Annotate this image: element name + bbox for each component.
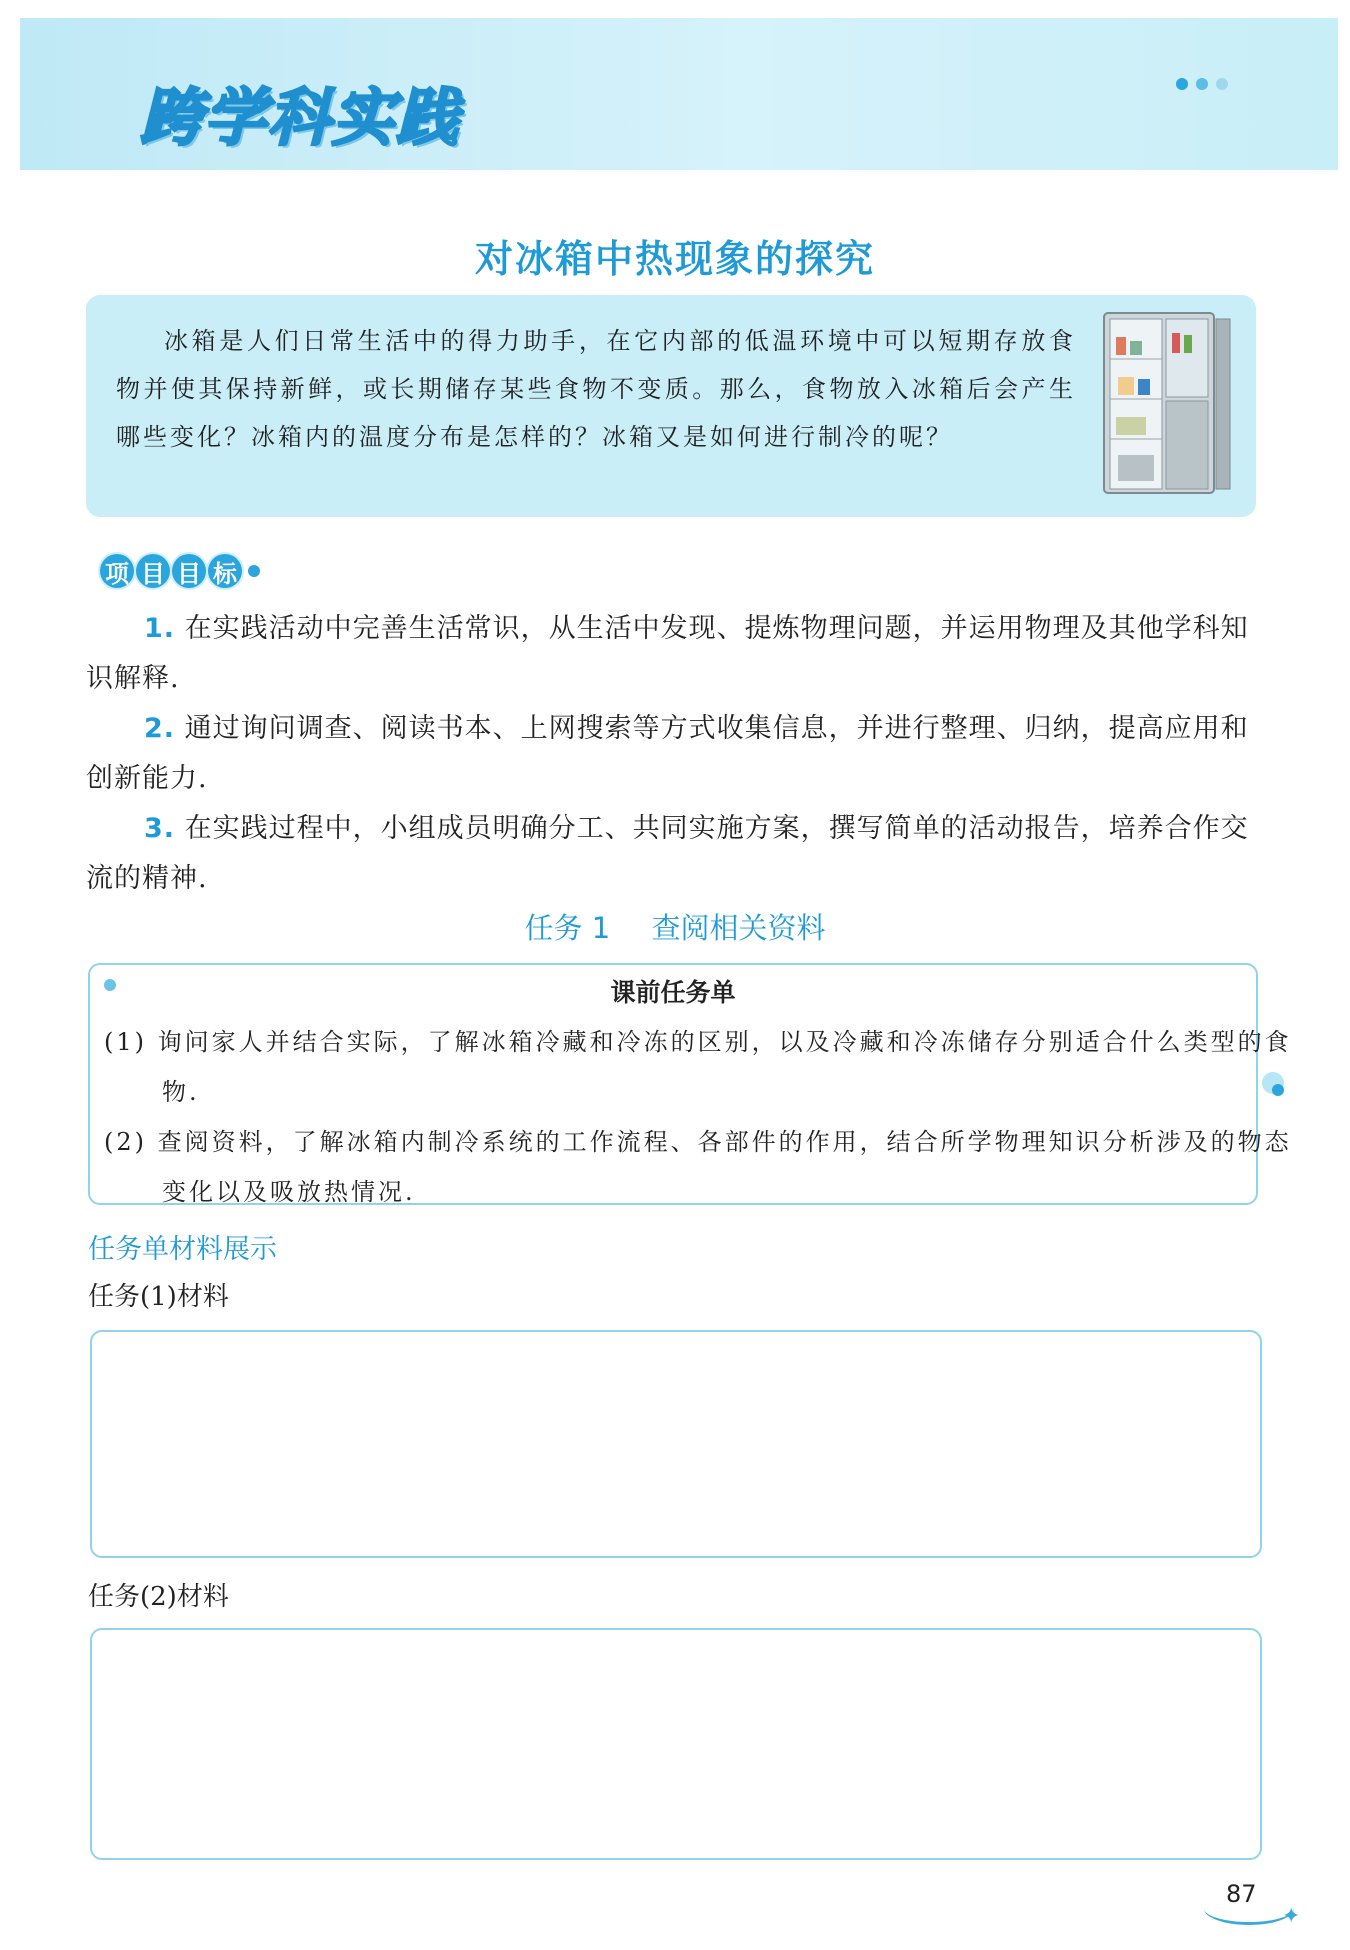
goal-item (86, 704, 1272, 804)
badge-char-3: 目 (172, 554, 206, 588)
badge-char-4: 标 (208, 554, 242, 588)
goal-item (86, 604, 1272, 704)
preclass-task-title: 课前任务单 (610, 978, 736, 1007)
page-title: 对冰箱中热现象的探究 (474, 236, 875, 281)
goal-text: 通过询问调查、阅读书本、上网搜索等方式收集信息，并进行整理、归纳，提高应用和创新能力. (86, 713, 1249, 794)
banner-title: 跨学科实践 (140, 81, 461, 154)
project-goals-badge (92, 550, 268, 592)
refrigerator-icon (1096, 309, 1236, 499)
intro-text: 冰箱是人们日常生活中的得力助手，在它内部的低温环境中可以短期存放食物并使其保持新鲜，或长期储存某些食物不变质。那么，食物放入冰箱后会产生哪些变化？冰箱内的温度分布是怎样的？冰箱又是如何进行制冷的呢？ (116, 327, 1076, 451)
banner-dot-2 (1196, 78, 1208, 90)
material-1-label: 任务(1)材料 (88, 1282, 229, 1312)
goal-item (86, 804, 1272, 904)
page-number: 87 (1226, 1880, 1257, 1908)
task1-title: 查阅相关资料 (651, 911, 826, 945)
goal-text: 在实践过程中，小组成员明确分工、共同实施方案，撰写简单的活动报告，培养合作交流的精神. (86, 813, 1249, 894)
badge-char-2: 目 (136, 554, 170, 588)
badge-tail-dot (248, 565, 260, 577)
intro-box (86, 295, 1256, 517)
material-1-box[interactable] (90, 1330, 1262, 1558)
badge-char-1: 项 (100, 554, 134, 588)
goal-number: 1. (144, 613, 176, 644)
banner-dot-3 (1216, 78, 1228, 90)
goal-number: 3. (144, 813, 176, 844)
preclass-task-box (88, 963, 1292, 1206)
task1-heading (0, 906, 1350, 947)
banner-dot-1 (1176, 78, 1188, 90)
preclass-task-item-1: (1) 询问家人并结合实际，了解冰箱冷藏和冷冻的区别，以及冷藏和冷冻储存分别适合什么类型的食物. (104, 1028, 1292, 1106)
material-2-label: 任务(2)材料 (88, 1582, 229, 1612)
task1-number: 任务 1 (524, 911, 611, 945)
material-2-box[interactable] (90, 1628, 1262, 1860)
materials-heading: 任务单材料展示 (88, 1234, 277, 1265)
header-banner (20, 18, 1338, 170)
goal-number: 2. (144, 713, 176, 744)
goal-text: 在实践活动中完善生活常识，从生活中发现、提炼物理问题，并运用物理及其他学科知识解释. (86, 613, 1249, 694)
preclass-task-item-2: (2) 查阅资料，了解冰箱内制冷系统的工作流程、各部件的作用，结合所学物理知识分析涉及的物态变化以及吸放热情况. (104, 1128, 1292, 1206)
decorative-dot (1272, 1084, 1284, 1096)
sparkle-icon: ✦ (1282, 1904, 1301, 1929)
banner-dots (1176, 78, 1228, 90)
